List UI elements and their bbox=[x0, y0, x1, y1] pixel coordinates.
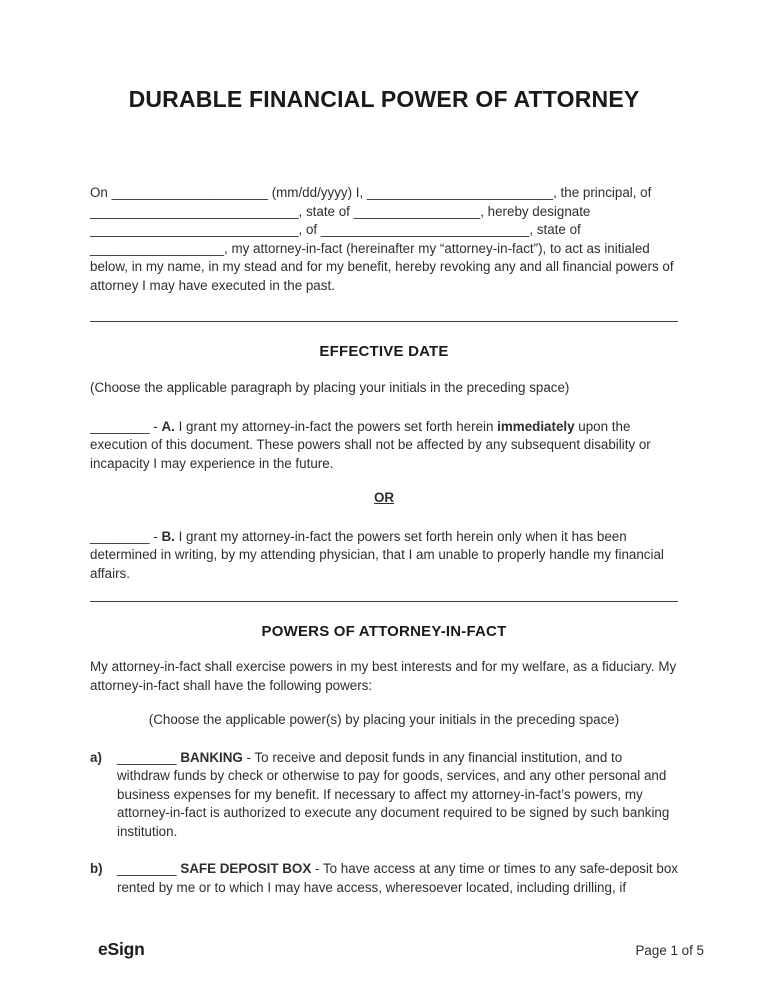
power-item-banking bbox=[90, 749, 678, 842]
option-a-text-2: upon the execution of this document. These powers shall not be affected by any subsequent disability or incapacity I may experience in the future. bbox=[90, 418, 651, 471]
power-item-banking-title: BANKING bbox=[180, 749, 243, 765]
intro-paragraph: On _____________________ (mm/dd/yyyy) I, _________________________, the principal, of ____________________________, state of _________________, hereby designate ____________________________, of ____________________________, state of __________________, my attorney-in-fact (hereinafter my “attorney-in-fact”), to act as initialed below, in my name, in my stead and for my benefit, hereby revoking any and all financial powers of attorney I may have executed in the past. bbox=[90, 185, 674, 293]
option-a-paragraph bbox=[90, 418, 678, 474]
option-a-label: A. bbox=[161, 418, 175, 434]
power-item-safe-deposit-box bbox=[90, 860, 678, 897]
esign-logo: eSign bbox=[98, 939, 145, 959]
option-b-dash: - bbox=[149, 528, 162, 544]
power-item-safe-deposit-box-title: SAFE DEPOSIT BOX bbox=[180, 861, 312, 876]
option-b-text: I grant my attorney-in-fact the powers set forth herein only when it has been determined in writing, by my attending physician, that I am unable to properly handle my financial affairs. bbox=[90, 528, 664, 581]
power-item-banking-dash: - bbox=[242, 749, 255, 765]
powers-heading: POWERS OF ATTORNEY-IN-FACT bbox=[261, 623, 507, 640]
power-item-safe-deposit-box-dash: - bbox=[311, 861, 323, 876]
power-item-safe-deposit-box-marker: b) bbox=[90, 861, 103, 876]
page-number: Page 1 of 5 bbox=[635, 943, 704, 958]
page-footer bbox=[98, 939, 704, 960]
section-divider bbox=[90, 601, 678, 602]
option-a-text-1: I grant my attorney-in-fact the powers set forth herein bbox=[174, 418, 498, 434]
option-b-label: B. bbox=[161, 528, 175, 544]
option-b-initials-blank: ________ bbox=[90, 528, 150, 544]
power-item-safe-deposit-box-body bbox=[117, 860, 678, 897]
power-item-banking-initials-blank: ________ bbox=[117, 749, 177, 765]
option-a-bold-word: immediately bbox=[497, 418, 575, 434]
or-separator bbox=[90, 489, 678, 508]
section-divider bbox=[90, 321, 678, 322]
option-a-dash: - bbox=[149, 418, 162, 434]
power-item-safe-deposit-box-initials-blank: ________ bbox=[117, 861, 177, 876]
power-item-banking-body bbox=[117, 749, 678, 842]
effective-date-heading: EFFECTIVE DATE bbox=[319, 343, 449, 360]
or-separator-text: OR bbox=[373, 490, 395, 505]
power-item-safe-deposit-box-text: To have access at any time or times to any safe-deposit box rented by me or to which I may have access, wheresoever located, including drilling, if bbox=[117, 861, 678, 895]
powers-instruction: (Choose the applicable power(s) by placing your initials in the preceding space) bbox=[148, 712, 620, 727]
power-item-banking-marker: a) bbox=[90, 749, 102, 765]
option-a-initials-blank: ________ bbox=[90, 418, 150, 434]
effective-date-instruction: (Choose the applicable paragraph by placing your initials in the preceding space) bbox=[90, 380, 570, 395]
option-b-paragraph bbox=[90, 528, 678, 584]
power-item-banking-text: To receive and deposit funds in any financial institution, and to withdraw funds by check or otherwise to pay for goods, services, and any other personal and business expenses for my benefit. If necessary to affect my attorney-in-fact’s powers, my attorney-in-fact is authorized to execute any document required to be signed by such banking institution. bbox=[117, 749, 670, 839]
powers-intro-paragraph: My attorney-in-fact shall exercise powers in my best interests and for my welfare, as a fiduciary. My attorney-in-fact shall have the following powers: bbox=[90, 659, 677, 693]
document-title: DURABLE FINANCIAL POWER OF ATTORNEY bbox=[128, 86, 640, 112]
